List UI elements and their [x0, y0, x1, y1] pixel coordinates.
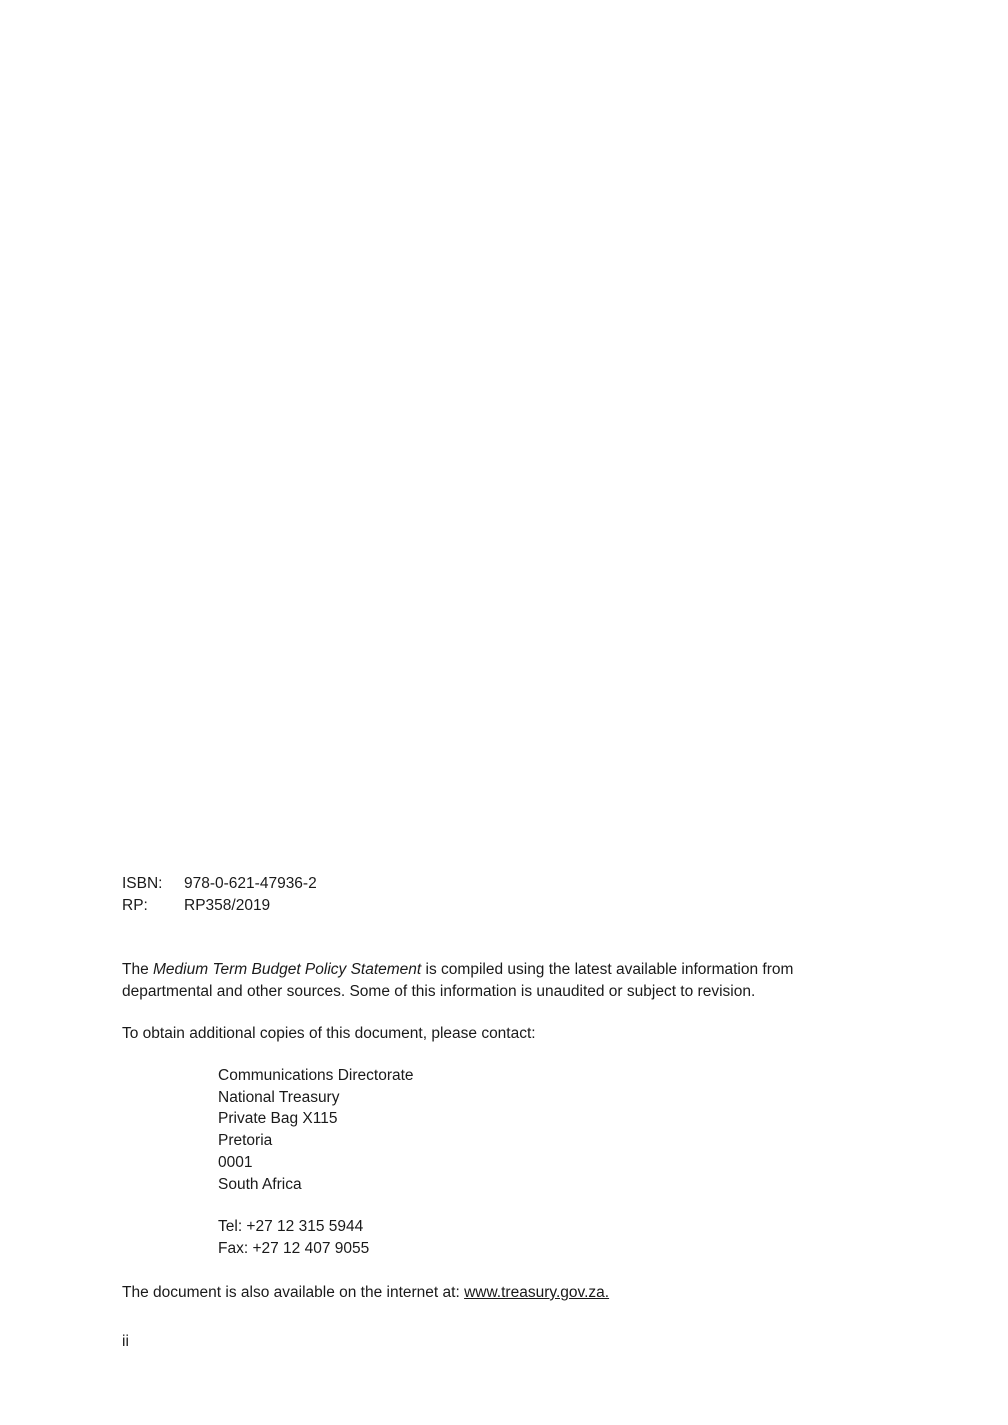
- intro-suffix: is compiled using the latest available information from: [421, 961, 794, 978]
- address-line-directorate: Communications Directorate: [218, 1067, 414, 1084]
- telephone: Tel: +27 12 315 5944: [218, 1218, 364, 1235]
- fax: Fax: +27 12 407 9055: [218, 1240, 370, 1257]
- treasury-website-link[interactable]: www.treasury.gov.za.: [464, 1284, 610, 1301]
- contact-prompt: To obtain additional copies of this document, please contact:: [122, 1025, 536, 1042]
- intro-line-1: [122, 960, 793, 980]
- internet-availability: [122, 1283, 609, 1303]
- address-line-private-bag: Private Bag X115: [218, 1110, 338, 1127]
- page-number: ii: [122, 1333, 129, 1350]
- isbn-label: ISBN:: [122, 875, 163, 892]
- publication-title: Medium Term Budget Policy Statement: [153, 961, 422, 978]
- rp-value: RP358/2019: [184, 897, 271, 914]
- address-line-country: South Africa: [218, 1176, 302, 1193]
- address-line-city: Pretoria: [218, 1132, 273, 1149]
- isbn-value: 978-0-621-47936-2: [184, 875, 317, 892]
- address-line-postcode: 0001: [218, 1154, 253, 1171]
- address-line-treasury: National Treasury: [218, 1089, 340, 1106]
- internet-prefix: The document is also available on the internet at:: [122, 1284, 465, 1301]
- rp-label: RP:: [122, 897, 148, 914]
- intro-prefix: The: [122, 961, 154, 978]
- intro-line-2: departmental and other sources. Some of this information is unaudited or subject to revision.: [122, 983, 756, 1000]
